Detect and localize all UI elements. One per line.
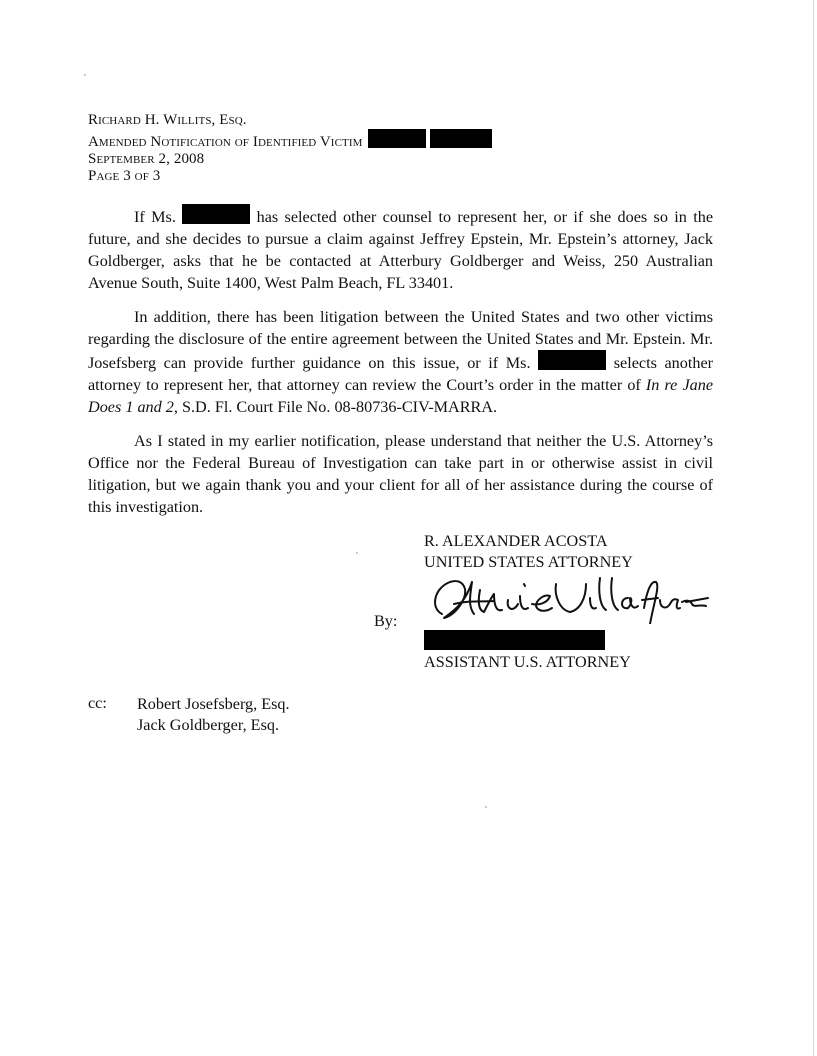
signer-title: ASSISTANT U.S. ATTORNEY [424,653,631,671]
paragraph-text: If Ms. [134,208,176,226]
handwritten-signature [424,574,709,624]
cc-list [137,694,290,736]
cc-recipient: Robert Josefsberg, Esq. [137,695,290,713]
paragraph-litigation [88,306,713,418]
scan-speck [356,552,358,554]
redaction-box [538,350,606,370]
paragraph-text: has selected other counsel to represent her, or if she does so in the future, and she decides to pursue a claim against Jeffrey Epstein, Mr. Epstein’s attorney, Jack Goldberger, asks that he be contacted at Atterbury Goldberger and Weiss, 250 Australian Avenue South, Suite 1400, West Palm Beach, FL 33401. [88,208,714,292]
page-edge [813,0,814,1056]
header-subject: Amended Notification of Identified Victim [88,134,363,150]
letter-header [88,112,492,185]
redaction-box [430,129,492,148]
redaction-box [368,129,426,148]
cc-label: cc: [88,694,107,712]
signature-block [424,531,633,573]
paragraph-text: , S.D. Fl. Court File No. 08-80736-CIV-MARRA. [173,398,498,416]
header-recipient: Richard H. Willits, Esq. [88,112,247,128]
header-page: Page 3 of 3 [88,168,161,184]
cc-recipient: Jack Goldberger, Esq. [137,716,280,734]
case-name: In re Jane Does 1 and 2 [88,376,714,416]
header-date: September 2, 2008 [88,151,205,167]
paragraph-counsel [88,204,713,294]
attorney-name: R. ALEXANDER ACOSTA [424,532,608,550]
by-label: By: [374,612,398,630]
paragraph-closing [88,430,713,518]
attorney-title: UNITED STATES ATTORNEY [424,553,633,571]
paragraph-text: As I stated in my earlier notification, please understand that neither the U.S. Attorney’s Office nor the Federal Bureau of Investigation can take part in or otherwise assist in civil litigation, but we again thank you and your client for all of her assistance during the course of this investigation. [88,432,713,516]
scan-speck [84,74,86,76]
redaction-box [182,204,250,224]
paragraph-text: selects another attorney to represent her, that attorney can review the Court’s order in the matter of [88,354,714,394]
signer-title-block [424,652,631,673]
scan-speck [485,806,487,808]
redaction-box [424,630,605,650]
header-subject-line [88,129,492,151]
paragraph-text: In addition, there has been litigation between the United States and two other victims regarding the disclosure of the entire agreement between the United States and Mr. Epstein. Mr. Josefsberg can provide further guidance on this issue, or if Ms. [88,308,713,372]
